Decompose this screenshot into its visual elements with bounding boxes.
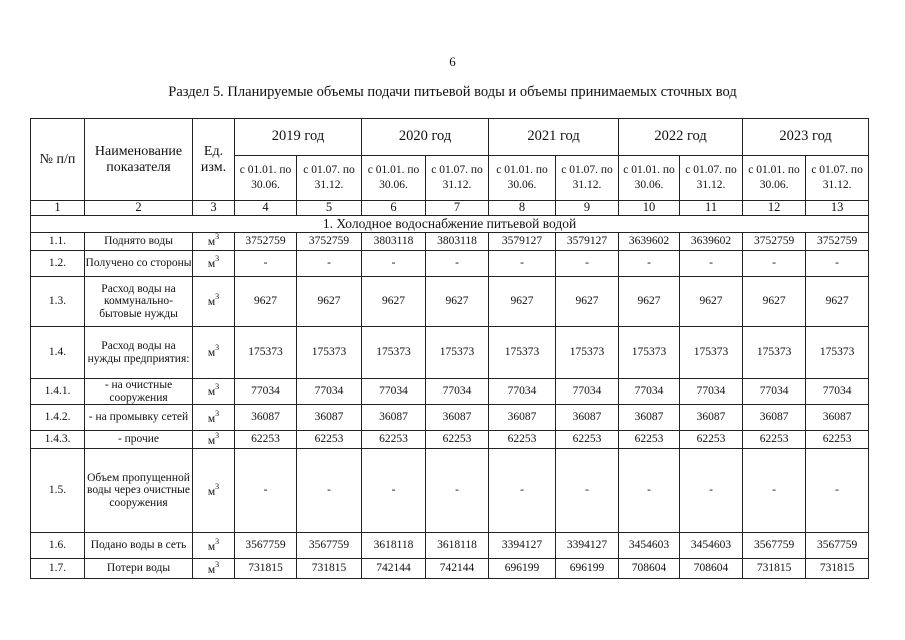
row-value-cell: - [806,251,869,277]
row-value-cell: 731815 [806,559,869,579]
row-value-cell: 62253 [743,431,806,449]
row-value-cell: 3454603 [680,533,743,559]
row-value-cell: 62253 [489,431,556,449]
table-row [31,379,869,405]
unit-exponent: 3 [215,382,220,392]
row-unit [193,449,235,533]
row-value-cell: - [743,449,806,533]
row-value-cell: 36087 [680,405,743,431]
row-indicator-name: Объем пропущенной воды через очистные сооружения [85,449,193,533]
row-value-cell: 9627 [235,277,297,327]
header-year-2022: 2022 год [619,119,743,156]
column-number: 12 [743,201,806,216]
row-value-cell: - [680,251,743,277]
row-value-cell: 742144 [362,559,426,579]
row-value-cell: 3618118 [362,533,426,559]
row-number: 1.2. [31,251,85,277]
row-value-cell: 9627 [556,277,619,327]
row-value-cell: 175373 [619,327,680,379]
row-unit [193,533,235,559]
row-unit [193,327,235,379]
row-value-cell: 9627 [489,277,556,327]
row-value-cell: 9627 [297,277,362,327]
column-number: 3 [193,201,235,216]
header-year-2023: 2023 год [743,119,869,156]
row-number: 1.3. [31,277,85,327]
row-value-cell: 77034 [426,379,489,405]
header-half-second: с 01.07. по 31.12. [680,156,743,201]
unit-base: м [207,563,216,576]
table-row [31,251,869,277]
column-number: 13 [806,201,869,216]
row-value-cell: 9627 [362,277,426,327]
header-half-second: с 01.07. по 31.12. [297,156,362,201]
row-value-cell: 77034 [806,379,869,405]
table-row [31,405,869,431]
unit-exponent: 3 [215,254,220,264]
row-unit [193,405,235,431]
table-row [31,449,869,533]
header-year-2019: 2019 год [235,119,362,156]
row-value-cell: 36087 [426,405,489,431]
row-value-cell: 36087 [235,405,297,431]
unit-base: м [207,434,216,447]
row-value-cell: - [489,251,556,277]
row-value-cell: 3752759 [806,233,869,251]
header-year-2020: 2020 год [362,119,489,156]
row-value-cell: 9627 [619,277,680,327]
row-value-cell: 175373 [489,327,556,379]
row-value-cell: - [619,449,680,533]
row-value-cell: 62253 [806,431,869,449]
row-value-cell: 3752759 [235,233,297,251]
row-unit [193,251,235,277]
row-indicator-name: - прочие [85,431,193,449]
water-supply-table [30,118,869,579]
row-value-cell: 3394127 [489,533,556,559]
row-value-cell: 696199 [556,559,619,579]
row-value-cell: 731815 [743,559,806,579]
row-number: 1.4.1. [31,379,85,405]
unit-base: м [207,540,216,553]
header-half-second: с 01.07. по 31.12. [426,156,489,201]
row-value-cell: 3752759 [743,233,806,251]
row-value-cell: 175373 [362,327,426,379]
column-number: 1 [31,201,85,216]
row-indicator-name: Расход воды на коммунально-бытовые нужды [85,277,193,327]
row-indicator-name: Получено со стороны [85,251,193,277]
header-half-first: с 01.01. по 30.06. [489,156,556,201]
row-value-cell: 36087 [297,405,362,431]
row-unit [193,379,235,405]
column-number: 7 [426,201,489,216]
row-value-cell: 175373 [806,327,869,379]
row-value-cell: 9627 [426,277,489,327]
row-number: 1.5. [31,449,85,533]
row-value-cell: 62253 [235,431,297,449]
unit-exponent: 3 [215,430,220,440]
table-row [31,277,869,327]
row-value-cell: 77034 [489,379,556,405]
row-value-cell: 175373 [743,327,806,379]
column-number: 8 [489,201,556,216]
column-number: 6 [362,201,426,216]
row-value-cell: 708604 [619,559,680,579]
row-value-cell: - [235,251,297,277]
column-number: 11 [680,201,743,216]
header-name: Наименование показателя [85,119,193,201]
row-value-cell: 3803118 [362,233,426,251]
row-number: 1.6. [31,533,85,559]
row-number: 1.7. [31,559,85,579]
row-value-cell: 36087 [806,405,869,431]
row-value-cell: - [426,251,489,277]
header-half-second: с 01.07. по 31.12. [556,156,619,201]
header-half-second: с 01.07. по 31.12. [806,156,869,201]
row-indicator-name: Потери воды [85,559,193,579]
row-indicator-name: - на очистные сооружения [85,379,193,405]
header-unit: Ед. изм. [193,119,235,201]
unit-exponent: 3 [215,292,220,302]
unit-base: м [207,485,216,498]
row-indicator-name: Расход воды на нужды предприятия: [85,327,193,379]
row-indicator-name: - на промывку сетей [85,405,193,431]
row-value-cell: 77034 [235,379,297,405]
table-row [31,233,869,251]
row-value-cell: - [743,251,806,277]
row-value-cell: 62253 [619,431,680,449]
row-value-cell: - [489,449,556,533]
row-value-cell: - [362,251,426,277]
row-value-cell: 175373 [680,327,743,379]
row-value-cell: 77034 [680,379,743,405]
unit-exponent: 3 [215,559,220,569]
header-half-first: с 01.01. по 30.06. [362,156,426,201]
column-number: 9 [556,201,619,216]
table-row [31,431,869,449]
row-value-cell: 3752759 [297,233,362,251]
unit-base: м [207,347,216,360]
row-value-cell: 9627 [743,277,806,327]
unit-exponent: 3 [215,232,220,242]
unit-base: м [207,412,216,425]
row-value-cell: 62253 [297,431,362,449]
row-value-cell: 731815 [235,559,297,579]
row-number: 1.4.3. [31,431,85,449]
row-value-cell: 36087 [619,405,680,431]
row-indicator-name: Подано воды в сеть [85,533,193,559]
row-value-cell: 77034 [619,379,680,405]
section-title: Раздел 5. Планируемые объемы подачи питьевой воды и объемы принимаемых сточных вод [168,84,737,100]
row-value-cell: 3567759 [297,533,362,559]
row-value-cell: 3639602 [680,233,743,251]
row-value-cell: 62253 [362,431,426,449]
row-value-cell: 36087 [743,405,806,431]
row-value-cell: 3454603 [619,533,680,559]
row-unit [193,431,235,449]
row-value-cell: 62253 [556,431,619,449]
page-number: 6 [449,54,456,69]
unit-exponent: 3 [215,343,220,353]
row-value-cell: 62253 [426,431,489,449]
row-value-cell: 731815 [297,559,362,579]
row-value-cell: - [362,449,426,533]
column-number: 5 [297,201,362,216]
header-num: № п/п [31,119,85,201]
row-unit [193,277,235,327]
row-value-cell: - [297,251,362,277]
unit-base: м [207,386,216,399]
column-number: 10 [619,201,680,216]
row-value-cell: - [806,449,869,533]
row-number: 1.4. [31,327,85,379]
column-number: 2 [85,201,193,216]
row-value-cell: 708604 [680,559,743,579]
row-value-cell: 175373 [426,327,489,379]
row-number: 1.4.2. [31,405,85,431]
row-value-cell: 3567759 [235,533,297,559]
unit-base: м [207,258,216,271]
row-value-cell: 77034 [743,379,806,405]
row-value-cell: 3579127 [556,233,619,251]
header-year-2021: 2021 год [489,119,619,156]
row-value-cell: 77034 [362,379,426,405]
row-value-cell: - [235,449,297,533]
row-value-cell: 3618118 [426,533,489,559]
row-value-cell: 36087 [556,405,619,431]
unit-base: м [207,236,216,249]
unit-exponent: 3 [215,481,220,491]
row-value-cell: - [680,449,743,533]
row-value-cell: 175373 [556,327,619,379]
table-row [31,327,869,379]
row-value-cell: - [426,449,489,533]
column-number-row [31,201,869,216]
row-value-cell: - [619,251,680,277]
row-unit [193,233,235,251]
unit-base: м [207,296,216,309]
column-number: 4 [235,201,297,216]
row-value-cell: 3579127 [489,233,556,251]
row-value-cell: 3567759 [743,533,806,559]
row-value-cell: - [556,251,619,277]
row-value-cell: 77034 [556,379,619,405]
row-value-cell: 3639602 [619,233,680,251]
row-value-cell: 9627 [680,277,743,327]
header-half-first: с 01.01. по 30.06. [619,156,680,201]
row-value-cell: 696199 [489,559,556,579]
row-value-cell: 742144 [426,559,489,579]
row-number: 1.1. [31,233,85,251]
row-value-cell: 62253 [680,431,743,449]
table-row [31,533,869,559]
row-value-cell: 36087 [489,405,556,431]
row-value-cell: - [556,449,619,533]
row-unit [193,559,235,579]
row-value-cell: 3803118 [426,233,489,251]
row-value-cell: 77034 [297,379,362,405]
unit-exponent: 3 [215,536,220,546]
row-value-cell: 9627 [806,277,869,327]
header-half-first: с 01.01. по 30.06. [235,156,297,201]
section-heading: 1. Холодное водоснабжение питьевой водой [31,216,869,233]
row-value-cell: 175373 [235,327,297,379]
header-half-first: с 01.01. по 30.06. [743,156,806,201]
row-value-cell: 175373 [297,327,362,379]
table-row [31,559,869,579]
row-indicator-name: Поднято воды [85,233,193,251]
unit-exponent: 3 [215,408,220,418]
row-value-cell: 36087 [362,405,426,431]
row-value-cell: - [297,449,362,533]
row-value-cell: 3567759 [806,533,869,559]
row-value-cell: 3394127 [556,533,619,559]
